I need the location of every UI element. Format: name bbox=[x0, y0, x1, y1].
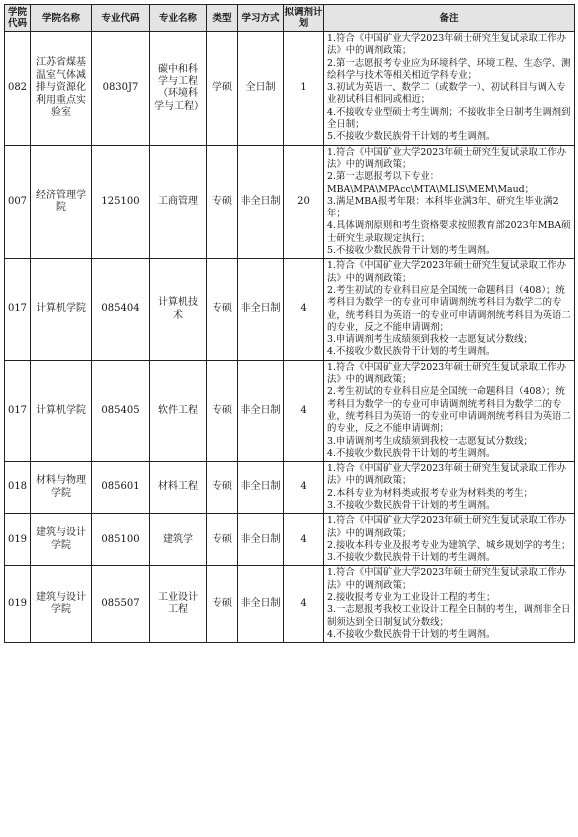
cell-college-name: 计算机学院 bbox=[31, 259, 92, 360]
cell-remarks bbox=[324, 514, 575, 566]
cell-major-name: 碳中和科学与工程（环境科学与工程） bbox=[150, 32, 207, 146]
cell-major-name: 建筑学 bbox=[150, 514, 207, 566]
remark-line: 1.符合《中国矿业大学2023年硕士研究生复试录取工作办法》中的调剂政策； bbox=[327, 361, 567, 386]
cell-type: 专硕 bbox=[207, 259, 238, 360]
remark-line: 1.符合《中国矿业大学2023年硕士研究生复试录取工作办法》中的调剂政策； bbox=[327, 463, 567, 487]
cell-college-code: 017 bbox=[5, 360, 31, 461]
remark-line: 3.不接收少数民族骨干计划的考生调剂。 bbox=[327, 499, 496, 511]
remark-line: 3.初试为英语一、数学二（或数学一）、初试科目与调入专业初试科目相同或相近； bbox=[327, 82, 566, 106]
cell-remarks bbox=[324, 259, 575, 360]
cell-major-name: 材料工程 bbox=[150, 462, 207, 514]
header-college-name: 学院名称 bbox=[31, 5, 92, 32]
cell-college-name: 建筑与设计学院 bbox=[31, 514, 92, 566]
cell-major-name: 计算机技术 bbox=[150, 259, 207, 360]
remark-line: 1.符合《中国矿业大学2023年硕士研究生复试录取工作办法》中的调剂政策； bbox=[327, 33, 567, 57]
cell-major-code: 0830J7 bbox=[92, 32, 150, 146]
table-row bbox=[5, 514, 575, 566]
cell-college-code: 007 bbox=[5, 145, 31, 259]
remark-line: 3.不接收少数民族骨干计划的考生调剂。 bbox=[327, 552, 496, 564]
cell-plan: 4 bbox=[284, 259, 324, 360]
remark-line: 1.符合《中国矿业大学2023年硕士研究生复试录取工作办法》中的调剂政策； bbox=[327, 567, 567, 591]
cell-study-mode: 非全日制 bbox=[238, 462, 284, 514]
cell-type: 专硕 bbox=[207, 360, 238, 461]
cell-major-name: 工业设计工程 bbox=[150, 566, 207, 643]
cell-major-code: 085507 bbox=[92, 566, 150, 643]
cell-college-name: 江苏省煤基温室气体减排与资源化利用重点实验室 bbox=[31, 32, 92, 146]
cell-remarks bbox=[324, 32, 575, 146]
cell-type: 专硕 bbox=[207, 462, 238, 514]
remark-line: 2.本科专业为材料类或报考专业为材料类的考生； bbox=[327, 487, 533, 499]
table-row bbox=[5, 32, 575, 146]
table-row bbox=[5, 145, 575, 259]
cell-remarks bbox=[324, 360, 575, 461]
remark-line: 2.考生初试的专业科目应是全国统一命题科目（408）；统考科目为数学一的专业可申请调剂统考科目为数学二的专业，统考科目为英语一的专业可申请调剂统考科目为英语二的专业，反之不能申请调剂； bbox=[327, 386, 571, 435]
remark-line: 4.不接收少数民族骨干计划的考生调剂。 bbox=[327, 447, 496, 459]
remark-line: 5.不接收少数民族骨干计划的考生调剂。 bbox=[327, 245, 496, 257]
cell-college-name: 经济管理学院 bbox=[31, 145, 92, 259]
cell-major-code: 125100 bbox=[92, 145, 150, 259]
cell-college-name: 建筑与设计学院 bbox=[31, 566, 92, 643]
remark-line: 4.不接收少数民族骨干计划的考生调剂。 bbox=[327, 346, 496, 358]
cell-major-name: 工商管理 bbox=[150, 145, 207, 259]
cell-plan: 4 bbox=[284, 462, 324, 514]
cell-study-mode: 非全日制 bbox=[238, 566, 284, 643]
cell-college-name: 计算机学院 bbox=[31, 360, 92, 461]
remark-line: 4.不接收少数民族骨干计划的考生调剂。 bbox=[327, 628, 496, 640]
remark-line: 2.接收报考专业为工业设计工程的考生； bbox=[327, 592, 496, 604]
header-remarks: 备注 bbox=[324, 5, 575, 32]
remark-line: 1.符合《中国矿业大学2023年硕士研究生复试录取工作办法》中的调剂政策； bbox=[327, 515, 567, 539]
remark-line: 1.符合《中国矿业大学2023年硕士研究生复试录取工作办法》中的调剂政策； bbox=[327, 146, 567, 170]
remark-line: 4.具体调剂原则和考生资格要求按照教育部2023年MBA硕士研究生录取规定执行； bbox=[327, 220, 571, 244]
header-study-mode: 学习方式 bbox=[238, 5, 284, 32]
remark-line: 3.一志愿报考我校工业设计工程全日制的考生，调剂非全日制须达到全日制复试分数线； bbox=[327, 604, 571, 628]
cell-type: 专硕 bbox=[207, 514, 238, 566]
table-row bbox=[5, 566, 575, 643]
cell-study-mode: 非全日制 bbox=[238, 145, 284, 259]
cell-type: 学硕 bbox=[207, 32, 238, 146]
cell-college-name: 材料与物理学院 bbox=[31, 462, 92, 514]
cell-study-mode: 非全日制 bbox=[238, 360, 284, 461]
header-type: 类型 bbox=[207, 5, 238, 32]
cell-study-mode: 全日制 bbox=[238, 32, 284, 146]
remark-line: 4.不接收专业型硕士考生调剂；不接收非全日制考生调剂到全日制； bbox=[327, 106, 571, 131]
cell-remarks bbox=[324, 566, 575, 643]
cell-plan: 4 bbox=[284, 360, 324, 461]
cell-remarks bbox=[324, 145, 575, 259]
adjustment-plan-table bbox=[4, 4, 575, 643]
adjustment-plan-document bbox=[4, 4, 574, 643]
cell-major-code: 085601 bbox=[92, 462, 150, 514]
remark-line: 3.申请调剂考生成绩须到我校一志愿复试分数线； bbox=[327, 435, 533, 447]
cell-type: 专硕 bbox=[207, 566, 238, 643]
remark-line: 2.第一志愿报考专业应为环境科学、环境工程、生态学、测绘科学与技术等相关相近学科专业； bbox=[327, 57, 571, 81]
header-plan: 拟调剂计划 bbox=[284, 5, 324, 32]
table-row bbox=[5, 462, 575, 514]
cell-major-code: 085405 bbox=[92, 360, 150, 461]
header-row bbox=[5, 5, 575, 32]
cell-remarks bbox=[324, 462, 575, 514]
header-major-code: 专业代码 bbox=[92, 5, 150, 32]
cell-college-code: 019 bbox=[5, 514, 31, 566]
table-row bbox=[5, 360, 575, 461]
cell-college-code: 082 bbox=[5, 32, 31, 146]
cell-college-code: 019 bbox=[5, 566, 31, 643]
cell-major-name: 软件工程 bbox=[150, 360, 207, 461]
cell-college-code: 017 bbox=[5, 259, 31, 360]
cell-major-code: 085404 bbox=[92, 259, 150, 360]
cell-major-code: 085100 bbox=[92, 514, 150, 566]
cell-type: 专硕 bbox=[207, 145, 238, 259]
cell-plan: 4 bbox=[284, 514, 324, 566]
remark-line: 3.申请调剂考生成绩须到我校一志愿复试分数线； bbox=[327, 334, 533, 346]
cell-plan: 20 bbox=[284, 145, 324, 259]
remark-line: 2.考生初试的专业科目应是全国统一命题科目（408）；统考科目为数学一的专业可申请调剂统考科目为数学二的专业，统考科目为英语一的专业可申请调剂统考科目为英语二的专业，反之不能申请调剂； bbox=[327, 284, 571, 333]
remark-line: 3.满足MBA报考年限：本科毕业满3年、研究生毕业满2年； bbox=[327, 195, 559, 220]
header-college-code: 学院代码 bbox=[5, 5, 31, 32]
remark-line: 5.不接收少数民族骨干计划的考生调剂。 bbox=[327, 131, 496, 143]
cell-study-mode: 非全日制 bbox=[238, 514, 284, 566]
remark-line: 2.第一志愿报考以下专业：MBA\MPA\MPAcc\MTA\MLIS\MEM\Maud； bbox=[327, 171, 535, 195]
remark-line: 1.符合《中国矿业大学2023年硕士研究生复试录取工作办法》中的调剂政策； bbox=[327, 260, 567, 284]
cell-study-mode: 非全日制 bbox=[238, 259, 284, 360]
cell-college-code: 018 bbox=[5, 462, 31, 514]
remark-line: 2.接收本科专业及报考专业为建筑学、城乡规划学的考生； bbox=[327, 539, 571, 551]
cell-plan: 1 bbox=[284, 32, 324, 146]
cell-plan: 4 bbox=[284, 566, 324, 643]
table-row bbox=[5, 259, 575, 360]
header-major-name: 专业名称 bbox=[150, 5, 207, 32]
